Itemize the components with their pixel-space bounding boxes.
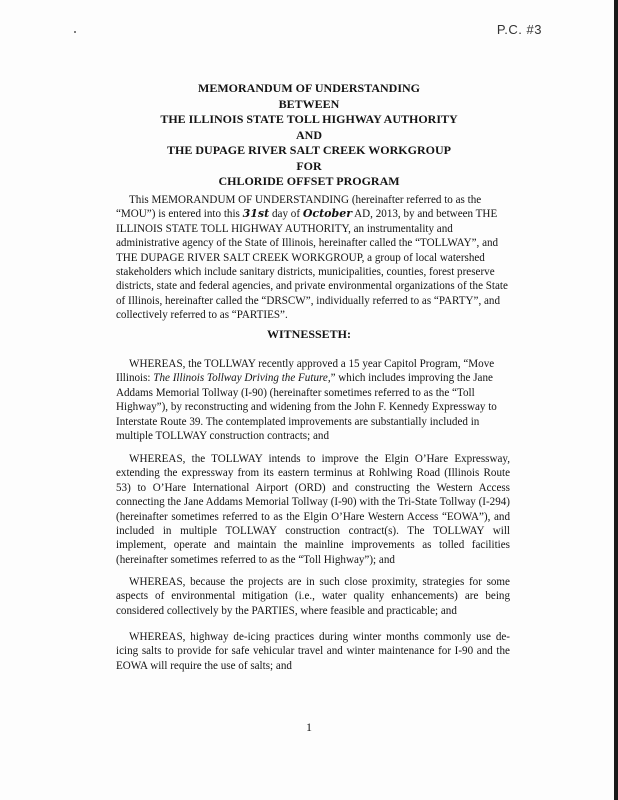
intro-text-2: day of <box>269 208 303 221</box>
whereas-2-text: WHEREAS, the TOLLWAY intends to improve the Elgin O’Hare Expressway, extending the expressway from its eastern terminus at Rohlwing Road (Illinois Route 53) to O’Hare International Airport (ORD) and constructing the Western Access connecting the Jane Addams Memorial Tollway (I-90) with the Tri-State Tollway (I-294) (hereinafter sometimes referred to as the Elgin O’Hare Western Access “EOWA”), and included in multiple TOLLWAY construction contract(s). The TOLLWAY will implement, operate and maintain the mainline improvements as tolled facilities (hereinafter sometimes referred to as the “Toll Highway”); and <box>116 453 510 566</box>
title-line-1: MEMORANDUM OF UNDERSTANDING <box>198 81 420 95</box>
whereas-1-text-2: ” which includes improving the Jane Addams Memorial Tollway (I-90) (hereinafter sometimes referred to as the “Toll Highway”), by reconstructing and widening from the John F. Kennedy Expressway to Interstate Route 39. The contemplated improvements are substantially included in multiple TOLLWAY construction contracts; and <box>116 372 497 443</box>
witnesseth-heading: WITNESSETH: <box>266 327 352 341</box>
title-line-4: AND <box>296 127 322 142</box>
whereas-paragraph-2 <box>116 452 510 567</box>
intro-text-1: This MEMORANDUM OF UNDERSTANDING (hereinafter referred to as the “MOU”) is entered into this <box>116 194 482 221</box>
title-line-7: CHLORIDE OFFSET PROGRAM <box>218 174 400 188</box>
whereas-paragraph-4 <box>116 630 510 673</box>
whereas-4-text: WHEREAS, highway de-icing practices during winter months commonly use de-icing salts to provide for safe vehicular travel and winter maintenance for I-90 and the EOWA will require the use of salts; and <box>116 631 510 672</box>
scan-speck <box>74 31 76 33</box>
whereas-1-italic: The Illinois Tollway Driving the Future, <box>153 372 331 385</box>
title-line-2: BETWEEN <box>278 96 340 111</box>
title-line-6: FOR <box>296 158 322 173</box>
page-number: 1 <box>306 720 312 734</box>
intro-text-3: AD, 2013, by and between THE ILLINOIS STATE TOLL HIGHWAY AUTHORITY, an instrumentality and administrative agency of the State of Illinois, hereinafter called the “TOLLWAY”, and THE DUPAGE RIVER SALT CREEK WORKGROUP, a group of local watershed stakeholders which include sanitary districts, municipalities, counties, forest preserve districts, state and federal agencies, and private environmental organizations of the State of Illinois, hereinafter called the “DRSCW”, individually referred to as “PARTY”, and collectively referred to as “PARTIES”. <box>116 208 508 322</box>
corner-label: P.C. #3 <box>496 22 542 37</box>
whereas-paragraph-1 <box>116 357 510 443</box>
title-line-3: THE ILLINOIS STATE TOLL HIGHWAY AUTHORITY <box>160 112 458 126</box>
whereas-3-text: WHEREAS, because the projects are in such close proximity, strategies for some aspects of environmental mitigation (i.e., water quality enhancements) are being considered collectively by the PARTIES, where feasible and practicable; and <box>116 576 510 617</box>
title-line-5: THE DUPAGE RIVER SALT CREEK WORKGROUP <box>167 143 451 157</box>
whereas-1-text-1: WHEREAS, the TOLLWAY recently approved a 15 year Capitol Program, “Move Illinois: <box>116 358 495 385</box>
handwritten-month: October <box>302 207 352 221</box>
document-title <box>0 81 618 190</box>
intro-paragraph <box>116 193 510 323</box>
handwritten-day: 31st <box>242 207 270 221</box>
whereas-paragraph-3 <box>116 575 510 618</box>
